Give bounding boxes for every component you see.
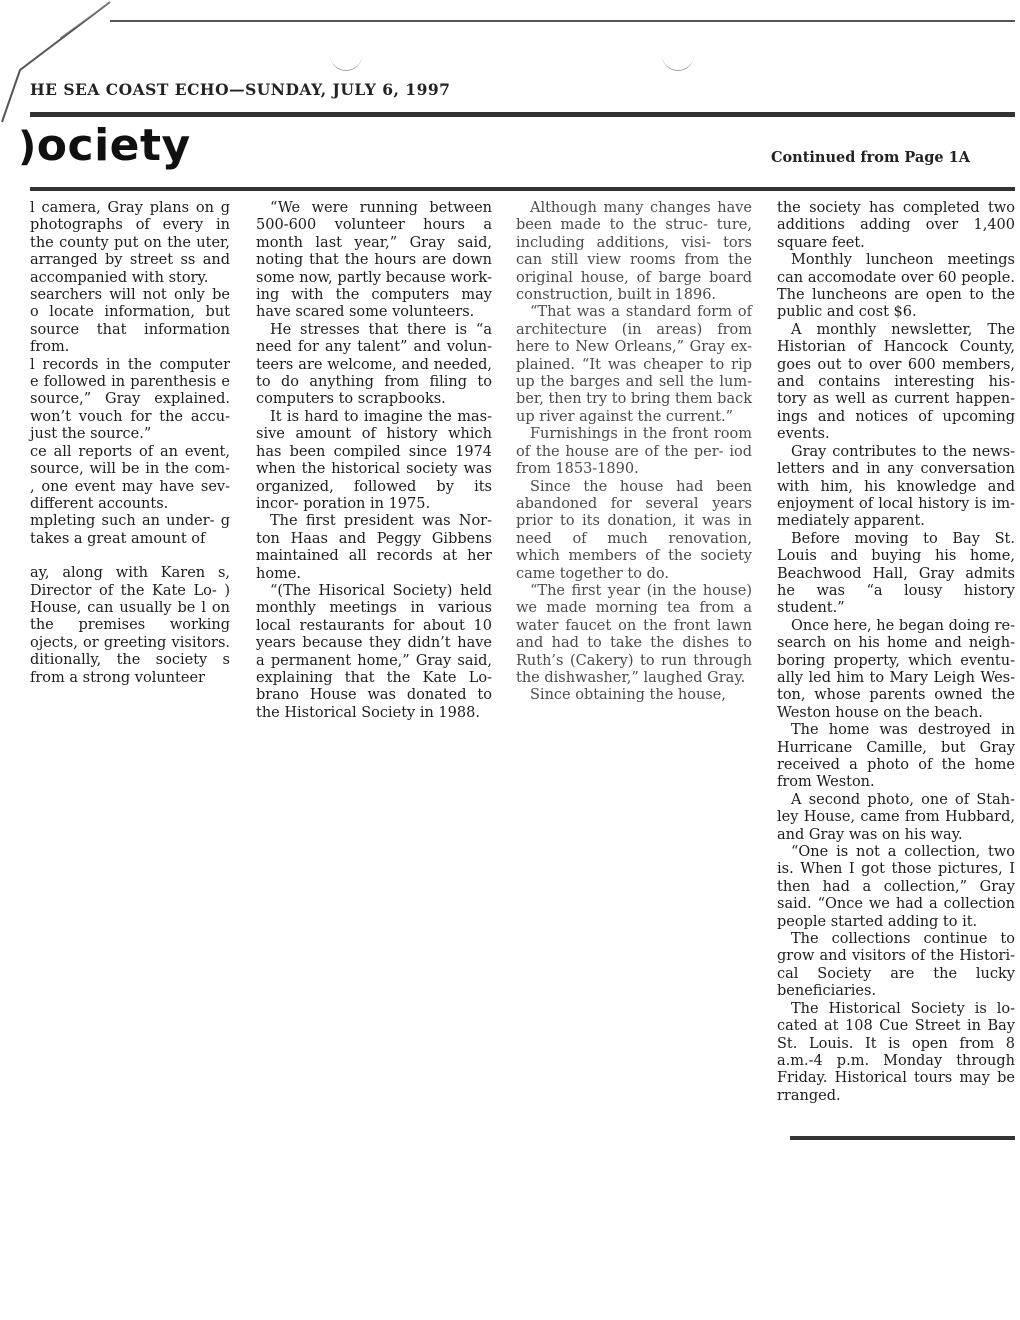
paragraph: searchers will not only be o locate information, but source that information from.: [30, 287, 230, 356]
paragraph: He stresses that there is “a need for any talent” and volun- teers are welcome, and needed, to do anything from filing to computers to scrapbooks.: [256, 321, 492, 408]
paragraph: Furnishings in the front room of the house are of the per- iod from 1853-1890.: [516, 426, 752, 478]
section-title: )ociety: [18, 120, 191, 171]
paragraph: The first president was Nor- ton Haas and Peggy Gibbens maintained all records at her home.: [256, 513, 492, 582]
paragraph: “The first year (in the house) we made morning tea from a water faucet on the front lawn and had to take the dishes to Ruth’s (Cakery) to run through the dishwasher,” laughed Gray.: [516, 582, 752, 686]
paragraph: ce all reports of an event, source, will be in the com- , one event may have sev- different accounts.: [30, 443, 230, 512]
paragraph: A second photo, one of Stah- ley House, came from Hubbard, and Gray was on his way.: [777, 791, 1015, 843]
paragraph: “(The Hisorical Society) held monthly meetings in various local restaurants for about 10 years because they didn’t have a permanent home,” Gray said, explaining that the Kate Lo- brano House was donated to the Historical Society in 1988.: [256, 582, 492, 721]
paragraph: “We were running between 500-600 volunteer hours a month last year,” Gray said, noting that the hours are down some now, partly because work- ing with the computers may have scared some volunteers.: [256, 200, 492, 321]
paragraph: “One is not a collection, two is. When I got those pictures, I then had a collection,” Gray said. “Once we had a collection people started adding to it.: [777, 844, 1015, 930]
folded-corner-icon: [0, 0, 120, 130]
paragraph: Since the house had been abandoned for several years prior to its donation, it was in need of much renovation, which members of the society came together to do.: [516, 478, 752, 582]
paragraph: ay, along with Karen s, Director of the Kate Lo- ) House, can usually be l on the premises working ojects, or greeting visitors. ditionally, the society s from a strong volunteer: [30, 565, 230, 686]
paragraph: The Historical Society is lo- cated at 108 Cue Street in Bay St. Louis. It is open from 8 a.m.-4 p.m. Monday through Friday. Historical tours may be rranged.: [777, 1000, 1015, 1104]
paragraph: the society has completed two additions adding over 1,400 square feet.: [777, 200, 1015, 251]
top-scan-rule: [110, 20, 1015, 22]
article-column-1: [30, 200, 230, 687]
paragraph: Although many changes have been made to the struc- ture, including additions, visi- tors can still view rooms from the original house, of barge board construction, built in 1896.: [516, 200, 752, 304]
paragraph: Monthly luncheon meetings can accomodate over 60 people. The luncheons are open to the public and cost $6.: [777, 252, 1015, 321]
section-rule: [30, 187, 1015, 191]
paragraph: The home was destroyed in Hurricane Camille, but Gray received a photo of the home from Weston.: [777, 722, 1015, 791]
paragraph: Once here, he began doing re- search on his home and neigh- boring property, which eventu- ally led him to Mary Leigh Wes- ton, whose parents owned the Weston house on the beach.: [777, 617, 1015, 721]
article-column-3: [516, 200, 752, 705]
punch-hole-right: [662, 50, 694, 71]
punch-hole-left: [330, 50, 362, 71]
article-column-2: [256, 200, 492, 722]
newspaper-masthead: HE SEA COAST ECHO—SUNDAY, JULY 6, 1997: [30, 80, 451, 99]
paragraph: l records in the computer e followed in parenthesis e source,” Gray explained. won’t vouch for the accu- just the source.”: [30, 356, 230, 443]
paragraph: It is hard to imagine the mas- sive amount of history which has been compiled since 1974 when the historical society was organized, followed by its incor- poration in 1975.: [256, 408, 492, 512]
paragraph: Since obtaining the house,: [530, 687, 726, 704]
masthead-rule: [30, 112, 1015, 117]
paragraph: l camera, Gray plans on g photographs of every in the county put on the uter, arranged by street ss and accompanied with story.: [30, 200, 230, 286]
article-end-rule: [790, 1136, 1015, 1140]
paragraph: “That was a standard form of architecture (in areas) from here to New Orleans,” Gray ex- plained. “It was cheaper to rip up the barges and sell the lum- ber, then try to bring them back up river against the current.”: [516, 304, 752, 425]
paragraph: The collections continue to grow and visitors of the Histori- cal Society are the lucky beneficiaries.: [777, 931, 1015, 1000]
continued-from-label: Continued from Page 1A: [770, 149, 970, 166]
paragraph: A monthly newsletter, The Historian of Hancock County, goes out to over 600 members, and contains interesting his- tory as well as current happen- ings and notices of upcoming events.: [777, 321, 1015, 443]
paragraph: Before moving to Bay St. Louis and buying his home, Beachwood Hall, Gray admits he was “a lousy history student.”: [777, 530, 1015, 617]
article-column-4: [777, 200, 1015, 1105]
paragraph: mpleting such an under- g takes a great amount of: [30, 513, 230, 547]
paragraph: Gray contributes to the news- letters and in any conversation with him, his knowledge and enjoyment of local history is im- mediately apparent.: [777, 443, 1015, 530]
